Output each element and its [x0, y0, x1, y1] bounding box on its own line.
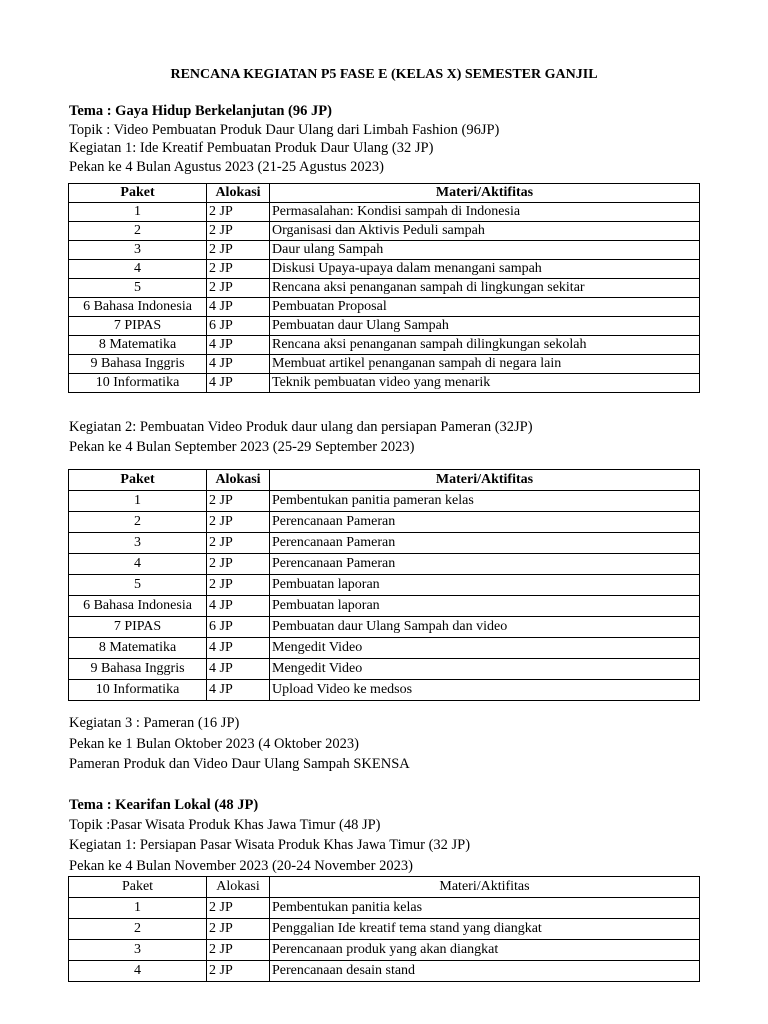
table-row — [69, 203, 700, 222]
cell-paket: 1 — [69, 898, 207, 919]
table-row — [69, 961, 700, 982]
cell-paket: 1 — [69, 203, 207, 222]
col-header-paket: Paket — [69, 877, 207, 898]
kegiatan-3-line: Kegiatan 3 : Pameran (16 JP) — [69, 715, 240, 731]
table-row — [69, 491, 700, 512]
table-row — [69, 940, 700, 961]
cell-alokasi: 4 JP — [207, 596, 270, 617]
cell-paket: 8 Matematika — [69, 638, 207, 659]
cell-paket: 4 — [69, 554, 207, 575]
cell-materi: Pembentukan panitia kelas — [270, 898, 700, 919]
cell-materi: Perencanaan desain stand — [270, 961, 700, 982]
cell-materi: Teknik pembuatan video yang menarik — [270, 374, 700, 393]
cell-paket: 10 Informatika — [69, 374, 207, 393]
cell-alokasi: 2 JP — [207, 575, 270, 596]
cell-materi: Perencanaan produk yang akan diangkat — [270, 940, 700, 961]
activity-table-1 — [68, 183, 700, 393]
tema-heading-1: Tema : Gaya Hidup Berkelanjutan (96 JP) — [69, 103, 332, 119]
cell-alokasi: 4 JP — [207, 355, 270, 374]
table-row — [69, 260, 700, 279]
cell-alokasi: 2 JP — [207, 554, 270, 575]
cell-paket: 7 PIPAS — [69, 317, 207, 336]
cell-paket: 7 PIPAS — [69, 617, 207, 638]
cell-materi: Permasalahan: Kondisi sampah di Indonesia — [270, 203, 700, 222]
table-row — [69, 898, 700, 919]
cell-materi: Daur ulang Sampah — [270, 241, 700, 260]
topik-line-1: Topik : Video Pembuatan Produk Daur Ulang dari Limbah Fashion (96JP) — [69, 122, 500, 138]
cell-materi: Perencanaan Pameran — [270, 533, 700, 554]
cell-materi: Organisasi dan Aktivis Peduli sampah — [270, 222, 700, 241]
cell-paket: 3 — [69, 940, 207, 961]
document-title: RENCANA KEGIATAN P5 FASE E (KELAS X) SEMESTER GANJIL — [170, 67, 598, 82]
cell-alokasi: 4 JP — [207, 336, 270, 355]
cell-materi: Upload Video ke medsos — [270, 680, 700, 701]
col-header-materi: Materi/Aktifitas — [270, 470, 700, 491]
col-header-materi: Materi/Aktifitas — [270, 877, 700, 898]
table-row — [69, 298, 700, 317]
cell-materi: Perencanaan Pameran — [270, 554, 700, 575]
pekan-line-1: Pekan ke 4 Bulan Agustus 2023 (21-25 Agustus 2023) — [69, 159, 384, 175]
cell-paket: 2 — [69, 919, 207, 940]
table-row — [69, 596, 700, 617]
table-header-row — [69, 184, 700, 203]
cell-materi: Pembuatan laporan — [270, 596, 700, 617]
kegiatan-1-line: Kegiatan 1: Ide Kreatif Pembuatan Produk Daur Ulang (32 JP) — [69, 140, 434, 156]
cell-paket: 2 — [69, 512, 207, 533]
cell-paket: 5 — [69, 575, 207, 596]
table-row — [69, 617, 700, 638]
table-row — [69, 374, 700, 393]
col-header-materi: Materi/Aktifitas — [270, 184, 700, 203]
cell-paket: 8 Matematika — [69, 336, 207, 355]
cell-alokasi: 2 JP — [207, 260, 270, 279]
cell-paket: 10 Informatika — [69, 680, 207, 701]
activity-table-3 — [68, 876, 700, 982]
cell-materi: Mengedit Video — [270, 638, 700, 659]
table-header-row — [69, 877, 700, 898]
table-row — [69, 336, 700, 355]
col-header-alokasi: Alokasi — [207, 184, 270, 203]
cell-alokasi: 4 JP — [207, 638, 270, 659]
cell-alokasi: 2 JP — [207, 222, 270, 241]
table-row — [69, 241, 700, 260]
col-header-paket: Paket — [69, 470, 207, 491]
tema-heading-2: Tema : Kearifan Lokal (48 JP) — [69, 797, 259, 813]
cell-materi: Pembuatan daur Ulang Sampah dan video — [270, 617, 700, 638]
cell-paket: 5 — [69, 279, 207, 298]
cell-materi: Perencanaan Pameran — [270, 512, 700, 533]
cell-materi: Rencana aksi penanganan sampah dilingkungan sekolah — [270, 336, 700, 355]
table-row — [69, 638, 700, 659]
cell-paket: 3 — [69, 533, 207, 554]
cell-paket: 6 Bahasa Indonesia — [69, 596, 207, 617]
pekan-line-3: Pekan ke 1 Bulan Oktober 2023 (4 Oktober 2023) — [69, 736, 359, 752]
cell-materi: Pembuatan daur Ulang Sampah — [270, 317, 700, 336]
cell-materi: Mengedit Video — [270, 659, 700, 680]
cell-materi: Rencana aksi penanganan sampah di lingkungan sekitar — [270, 279, 700, 298]
cell-paket: 9 Bahasa Inggris — [69, 659, 207, 680]
cell-materi: Membuat artikel penanganan sampah di negara lain — [270, 355, 700, 374]
table-header-row — [69, 470, 700, 491]
cell-alokasi: 4 JP — [207, 374, 270, 393]
cell-alokasi: 4 JP — [207, 680, 270, 701]
table-row — [69, 279, 700, 298]
cell-alokasi: 6 JP — [207, 617, 270, 638]
pekan-line-4: Pekan ke 4 Bulan November 2023 (20-24 November 2023) — [69, 858, 413, 874]
cell-alokasi: 2 JP — [207, 512, 270, 533]
pameran-line: Pameran Produk dan Video Daur Ulang Sampah SKENSA — [69, 756, 410, 772]
table-row — [69, 680, 700, 701]
cell-paket: 2 — [69, 222, 207, 241]
cell-alokasi: 2 JP — [207, 898, 270, 919]
cell-paket: 4 — [69, 260, 207, 279]
cell-materi: Penggalian Ide kreatif tema stand yang diangkat — [270, 919, 700, 940]
col-header-alokasi: Alokasi — [207, 470, 270, 491]
cell-paket: 6 Bahasa Indonesia — [69, 298, 207, 317]
cell-paket: 4 — [69, 961, 207, 982]
cell-alokasi: 4 JP — [207, 659, 270, 680]
topik-line-2: Topik :Pasar Wisata Produk Khas Jawa Timur (48 JP) — [69, 817, 381, 833]
col-header-paket: Paket — [69, 184, 207, 203]
kegiatan-2-line: Kegiatan 2: Pembuatan Video Produk daur ulang dan persiapan Pameran (32JP) — [69, 419, 533, 435]
table-row — [69, 512, 700, 533]
table-row — [69, 919, 700, 940]
kegiatan-1-line-2: Kegiatan 1: Persiapan Pasar Wisata Produk Khas Jawa Timur (32 JP) — [69, 837, 471, 853]
table-row — [69, 659, 700, 680]
cell-alokasi: 2 JP — [207, 241, 270, 260]
cell-materi: Pembuatan Proposal — [270, 298, 700, 317]
table-row — [69, 575, 700, 596]
cell-alokasi: 2 JP — [207, 203, 270, 222]
cell-alokasi: 2 JP — [207, 491, 270, 512]
cell-materi: Diskusi Upaya-upaya dalam menangani sampah — [270, 260, 700, 279]
table-row — [69, 222, 700, 241]
cell-alokasi: 6 JP — [207, 317, 270, 336]
cell-materi: Pembuatan laporan — [270, 575, 700, 596]
col-header-alokasi: Alokasi — [207, 877, 270, 898]
table-row — [69, 554, 700, 575]
cell-paket: 9 Bahasa Inggris — [69, 355, 207, 374]
table-row — [69, 355, 700, 374]
cell-materi: Pembentukan panitia pameran kelas — [270, 491, 700, 512]
activity-table-2 — [68, 469, 700, 701]
cell-paket: 3 — [69, 241, 207, 260]
cell-alokasi: 2 JP — [207, 279, 270, 298]
table-row — [69, 317, 700, 336]
table-row — [69, 533, 700, 554]
cell-alokasi: 2 JP — [207, 919, 270, 940]
pekan-line-2: Pekan ke 4 Bulan September 2023 (25-29 September 2023) — [69, 439, 415, 455]
cell-alokasi: 2 JP — [207, 940, 270, 961]
cell-alokasi: 2 JP — [207, 961, 270, 982]
cell-alokasi: 2 JP — [207, 533, 270, 554]
cell-paket: 1 — [69, 491, 207, 512]
cell-alokasi: 4 JP — [207, 298, 270, 317]
